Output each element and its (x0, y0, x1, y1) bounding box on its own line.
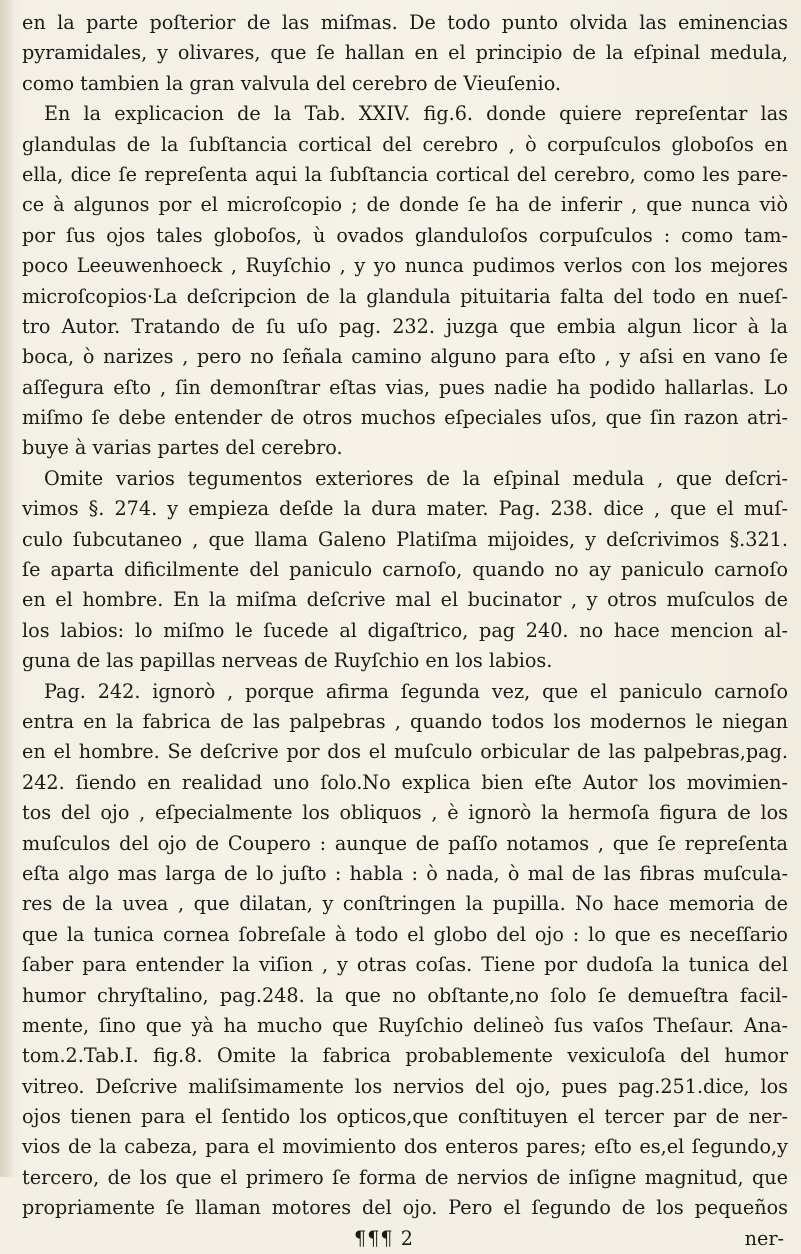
text-line: vimos §. 274. y empieza deſde la dura mater. Pag. 238. dice , que el muſ- (22, 497, 788, 521)
text-line: vios de la cabeza, para el movimiento dos enteros pares; eſto es,el ſegundo,y (22, 1135, 788, 1159)
text-line: ojos tienen para el ſentido los opticos,que conſtituyen el tercer par de ner- (22, 1105, 788, 1129)
text-line: en el hombre. Se deſcrive por dos el muſculo orbicular de las palpebras,pag. (22, 740, 788, 764)
text-line: humor chryſtalino, pag.248. la que no obſtante,no ſolo ſe demueſtra facil- (22, 983, 788, 1007)
text-line: poco Leeuwenhoeck , Ruyſchio , y yo nunca pudimos verlos con los mejores (22, 254, 788, 278)
text-line: 242. ſiendo en realidad uno ſolo.No explica bien eſte Autor los movimien- (22, 770, 788, 794)
text-line: ſe aparta dificilmente del paniculo carnoſo, quando no ay paniculo carnoſo (22, 558, 788, 582)
text-line: microſcopios·La deſcripcion de la glandula pituitaria falta del todo en nueſ- (22, 284, 788, 308)
text-line: buye à varias partes del cerebro. (22, 436, 343, 460)
text-line: como tambien la gran valvula del cerebro de Vieuſenio. (22, 71, 562, 95)
text-line: tom.2.Tab.I. fig.8. Omite la fabrica probablemente vexiculoſa del humor (22, 1044, 788, 1068)
text-line: muſculos del ojo de Coupero : aunque de paſſo notamos , que ſe repreſenta (22, 831, 788, 855)
text-line: eſta algo mas larga de lo juſto : habla : ò nada, ò mal de las fibras muſcula- (22, 861, 788, 885)
text-line: tos del ojo , eſpecialmente los obliquos , è ignorò la hermoſa figura de los (22, 801, 788, 825)
text-line: boca, ò narizes , pero no ſeñala camino alguno para eſto , y aſsi en vano ſe (22, 345, 788, 369)
text-line: propriamente ſe llaman motores del ojo. Pero el ſegundo de los pequeños (22, 1196, 788, 1220)
text-line: en el hombre. En la miſma deſcrive mal el bucinator , y otros muſculos de (22, 588, 788, 612)
text-line: ſaber para entender la viſion , y otras coſas. Tiene por dudoſa la tunica del (22, 953, 788, 977)
text-line: glandulas de la ſubſtancia cortical del cerebro , ò corpuſculos globoſos en (22, 132, 788, 156)
page-footer (22, 1224, 788, 1254)
text-line: tercero, de los que el primero ſe forma de nervios de inſigne magnitud, que (22, 1165, 788, 1189)
text-line: en la parte poſterior de las miſmas. De todo punto olvida las eminencias (22, 11, 788, 34)
text-line: res de la uvea , que dilatan, y conſtringen la pupilla. No hace memoria de (22, 892, 788, 916)
text-line: los labios: lo miſmo le ſucede al digaſtrico, pag 240. no hace mencion al- (22, 618, 788, 642)
text-line: culo ſubcutaneo , que llama Galeno Platiſma mijoides, y deſcrivimos §.321. (22, 527, 788, 551)
text-line: que la tunica cornea ſobreſale à todo el globo del ojo : lo que es neceſſario (22, 922, 788, 946)
text-line: mente, ſino que yà ha mucho que Ruyſchio delineò ſus vaſos Theſaur. Ana- (22, 1013, 788, 1037)
text-line: tro Autor. Tratando de ſu uſo pag. 232. juzga que embia algun licor à la (22, 314, 788, 338)
text-line: En la explicacion de la Tab. XXIV. fig.6. donde quiere repreſentar las (44, 102, 788, 126)
text-line: por ſus ojos tales globoſos, ù ovados glanduloſos corpuſculos : como tam- (22, 223, 788, 247)
text-line: pyramidales, y olivares, que ſe hallan en el principio de la eſpinal medula, (22, 41, 788, 65)
text-line: ce à algunos por el microſcopio ; de donde ſe ha de inferir , que nunca viò (22, 193, 788, 217)
signature-mark: ¶¶¶ 2 (354, 1226, 414, 1250)
text-line: entra en la fabrica de las palpebras , quando todos los modernos le niegan (22, 709, 788, 733)
text-line: vitreo. Deſcrive maliſsimamente los nervios del ojo, pues pag.251.dice, los (22, 1074, 788, 1098)
text-line: aſſegura eſto , ſin demonſtrar eſtas vias, pues nadie ha podido hallarlas. Lo (22, 375, 788, 399)
page-gutter-shadow (0, 0, 14, 1177)
text-line: guna de las papillas nerveas de Ruyſchio en los labios. (22, 649, 553, 673)
page-body-text (22, 8, 788, 1254)
text-line: ella, dice ſe repreſenta aqui la ſubſtancia cortical del cerebro, como les pare- (22, 162, 788, 186)
text-line: Pag. 242. ignorò , porque afirma ſegunda vez, que el paniculo carnoſo (44, 679, 788, 703)
text-line: Omite varios tegumentos exteriores de la eſpinal medula , que deſcri- (44, 466, 788, 490)
text-line: miſmo ſe debe entender de otros muchos eſpeciales uſos, que ſin razon atri- (22, 406, 788, 430)
catchword: ner- (744, 1226, 784, 1250)
